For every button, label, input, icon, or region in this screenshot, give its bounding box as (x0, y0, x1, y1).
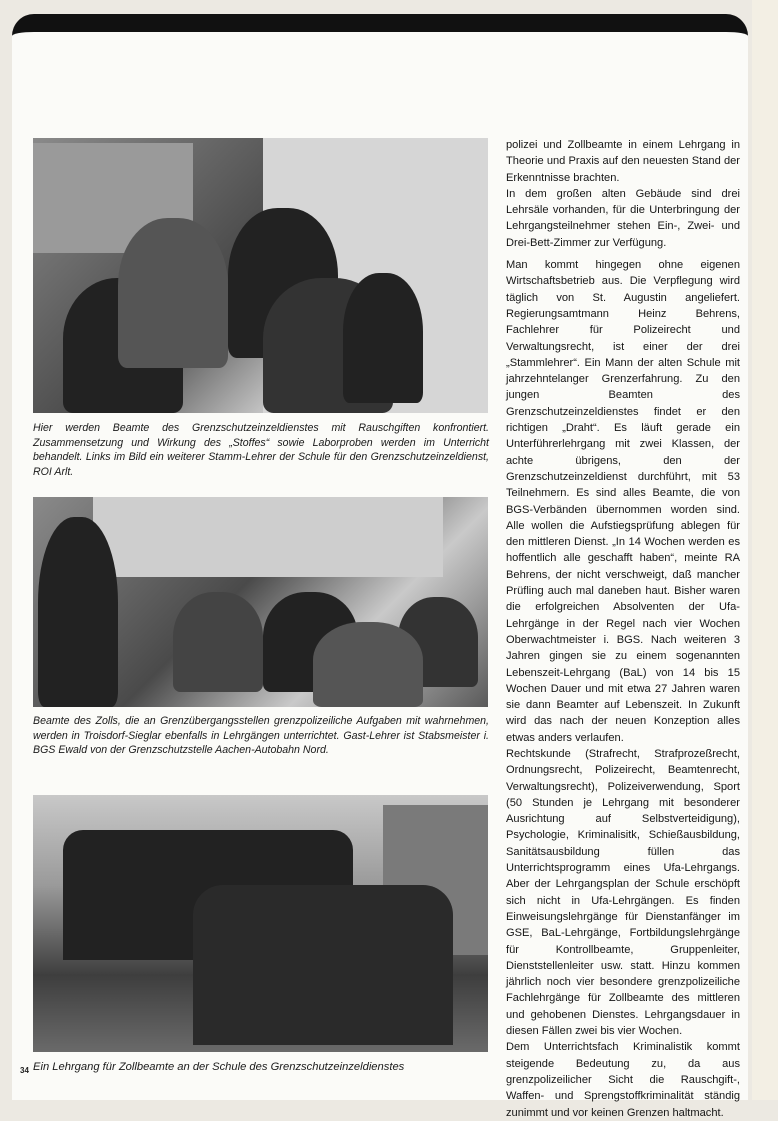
article-paragraph: In dem großen alten Gebäude sind drei Lehrsäle vorhanden, für die Unterbringung der Lehrgangsteilnehmer stehen Ein-, Zwei- und Drei-Bett-Zimmer zur Verfügung. (506, 187, 740, 249)
article-paragraph: Rechtskunde (Strafrecht, Strafprozeßrecht, Ordnungsrecht, Polizeirecht, Beamtenrecht, Verwaltungsrecht), Polizeiverwendung, Sport (50 Stunden je Lehrgang mit besonderer Ausrichtung auf Selbstverteidigung), Psychologie, Kriminalisitk, Schießausbildung, Sanitätsausbildung füllen das Unterrichtsprogramm eines Ufa-Lehrgangs. Aber der Lehrgangsplan der Schule erschöpft sich nicht in Ufa-Lehrgängen. Es finden Einweisungslehrgänge für Dienstanfänger im GSE, BaL-Lehrgänge, Fortbildungslehrgänge für Kontrollbeamte, Gruppenleiter, Dienststellenleiter usw. statt. Hinzu kommen jährlich noch vier besondere grenzpolizeiliche Fachlehrgänge für Zollbeamte des mittleren und gehobenen Dienstes. Lehrgangsdauer in diesen Fällen zwei bis vier Wochen. (506, 747, 740, 1038)
person (38, 517, 118, 707)
photo-group (33, 795, 488, 1052)
photo-caption-2: Beamte des Zolls, die an Grenzübergangsstellen grenzpolizeiliche Aufgaben mit wahrnehmen, werden in Troisdorf-Sieglar ebenfalls in Lehrgängen unterrichtet. Gast-Lehrer ist Stabsmeister i. BGS Ewald von der Grenzschutzstelle Aachen-Autobahn Nord. (33, 715, 489, 757)
person (313, 622, 423, 707)
photo-caption-3: Ein Lehrgang für Zollbeamte an der Schule des Grenzschutzeinzeldienstes (33, 1061, 405, 1073)
person (118, 218, 228, 368)
page-edge (752, 0, 778, 1100)
photo-classroom (33, 497, 488, 707)
group-of-people (193, 885, 453, 1045)
photo-drug-lesson (33, 138, 488, 413)
person (173, 592, 263, 692)
article-column (506, 137, 740, 1121)
article-paragraph: polizei und Zollbeamte in einem Lehrgang in Theorie und Praxis auf den neuesten Stand der Erkenntnisse brachten. (506, 139, 740, 184)
article-paragraph: Dem Unterrichtsfach Kriminalistik kommt steigende Bedeutung zu, da aus grenzpolizeilicher Sicht die Rauschgift-, Waffen- und Sprengstoffkriminalität ständig zunimmt und vor keinen Grenzen haltmacht. (506, 1041, 740, 1119)
article-paragraph: Man kommt hingegen ohne eigenen Wirtschaftsbetrieb aus. Die Verpflegung wird täglich von St. Augustin angeliefert. Regierungsamtmann Heinz Behrens, Fachlehrer für Polizeirecht und Verwaltungsrecht, ist einer der drei „Stammlehrer“. Ein Mann der alten Schule mit jahrzehntelanger Grenzerfahrung. Zu den jungen Beamten des Grenzschutzeinzeldienstes findet er den richtigen „Draht“. Es läuft gerade ein Unterführerlehrgang mit zwei Klassen, der achte übrigens, den der Grenzschutzeinzeldienst durchführt, mit 53 Teilnehmern. Es sind alles Beamte, die von BGS-Verbänden übernommen worden sind. Alle wollen die Aufstiegsprüfung ablegen für den mittleren Dienst. „In 14 Wochen werden es hoffentlich alle geschafft haben“, meinte RA Behrens, der nicht verschweigt, daß mancher Prüfling auch mal daneben haut. Bisher waren die erfolgreichen Absolventen der Ufa-Lehrgänge in der Regel nach vier Wochen Oberwachtmeister i. BGS. Nach weiteren 3 Jahren gingen sie zu einem sogenannten Lebenszeit-Lehrgang (BaL) von 14 bis 15 Wochen Dauer und mit etwa 27 Jahren waren sie dann Beamter auf Lebenszeit. In Zukunft wird das nach der neuen Konzeption alles etwas anders verlaufen. (506, 259, 740, 744)
wall (93, 497, 443, 577)
photo-caption-1: Hier werden Beamte des Grenzschutzeinzeldienstes mit Rauschgiften konfrontiert. Zusammensetzung und Wirkung des „Stoffes“ sowie Laborproben werden im Unterricht behandelt. Links im Bild ein weiterer Stamm-Lehrer der Schule für den Grenzschutzeinzeldienst, ROI Arlt. (33, 422, 489, 478)
page-number: 34 (20, 1066, 29, 1075)
person (343, 273, 423, 403)
